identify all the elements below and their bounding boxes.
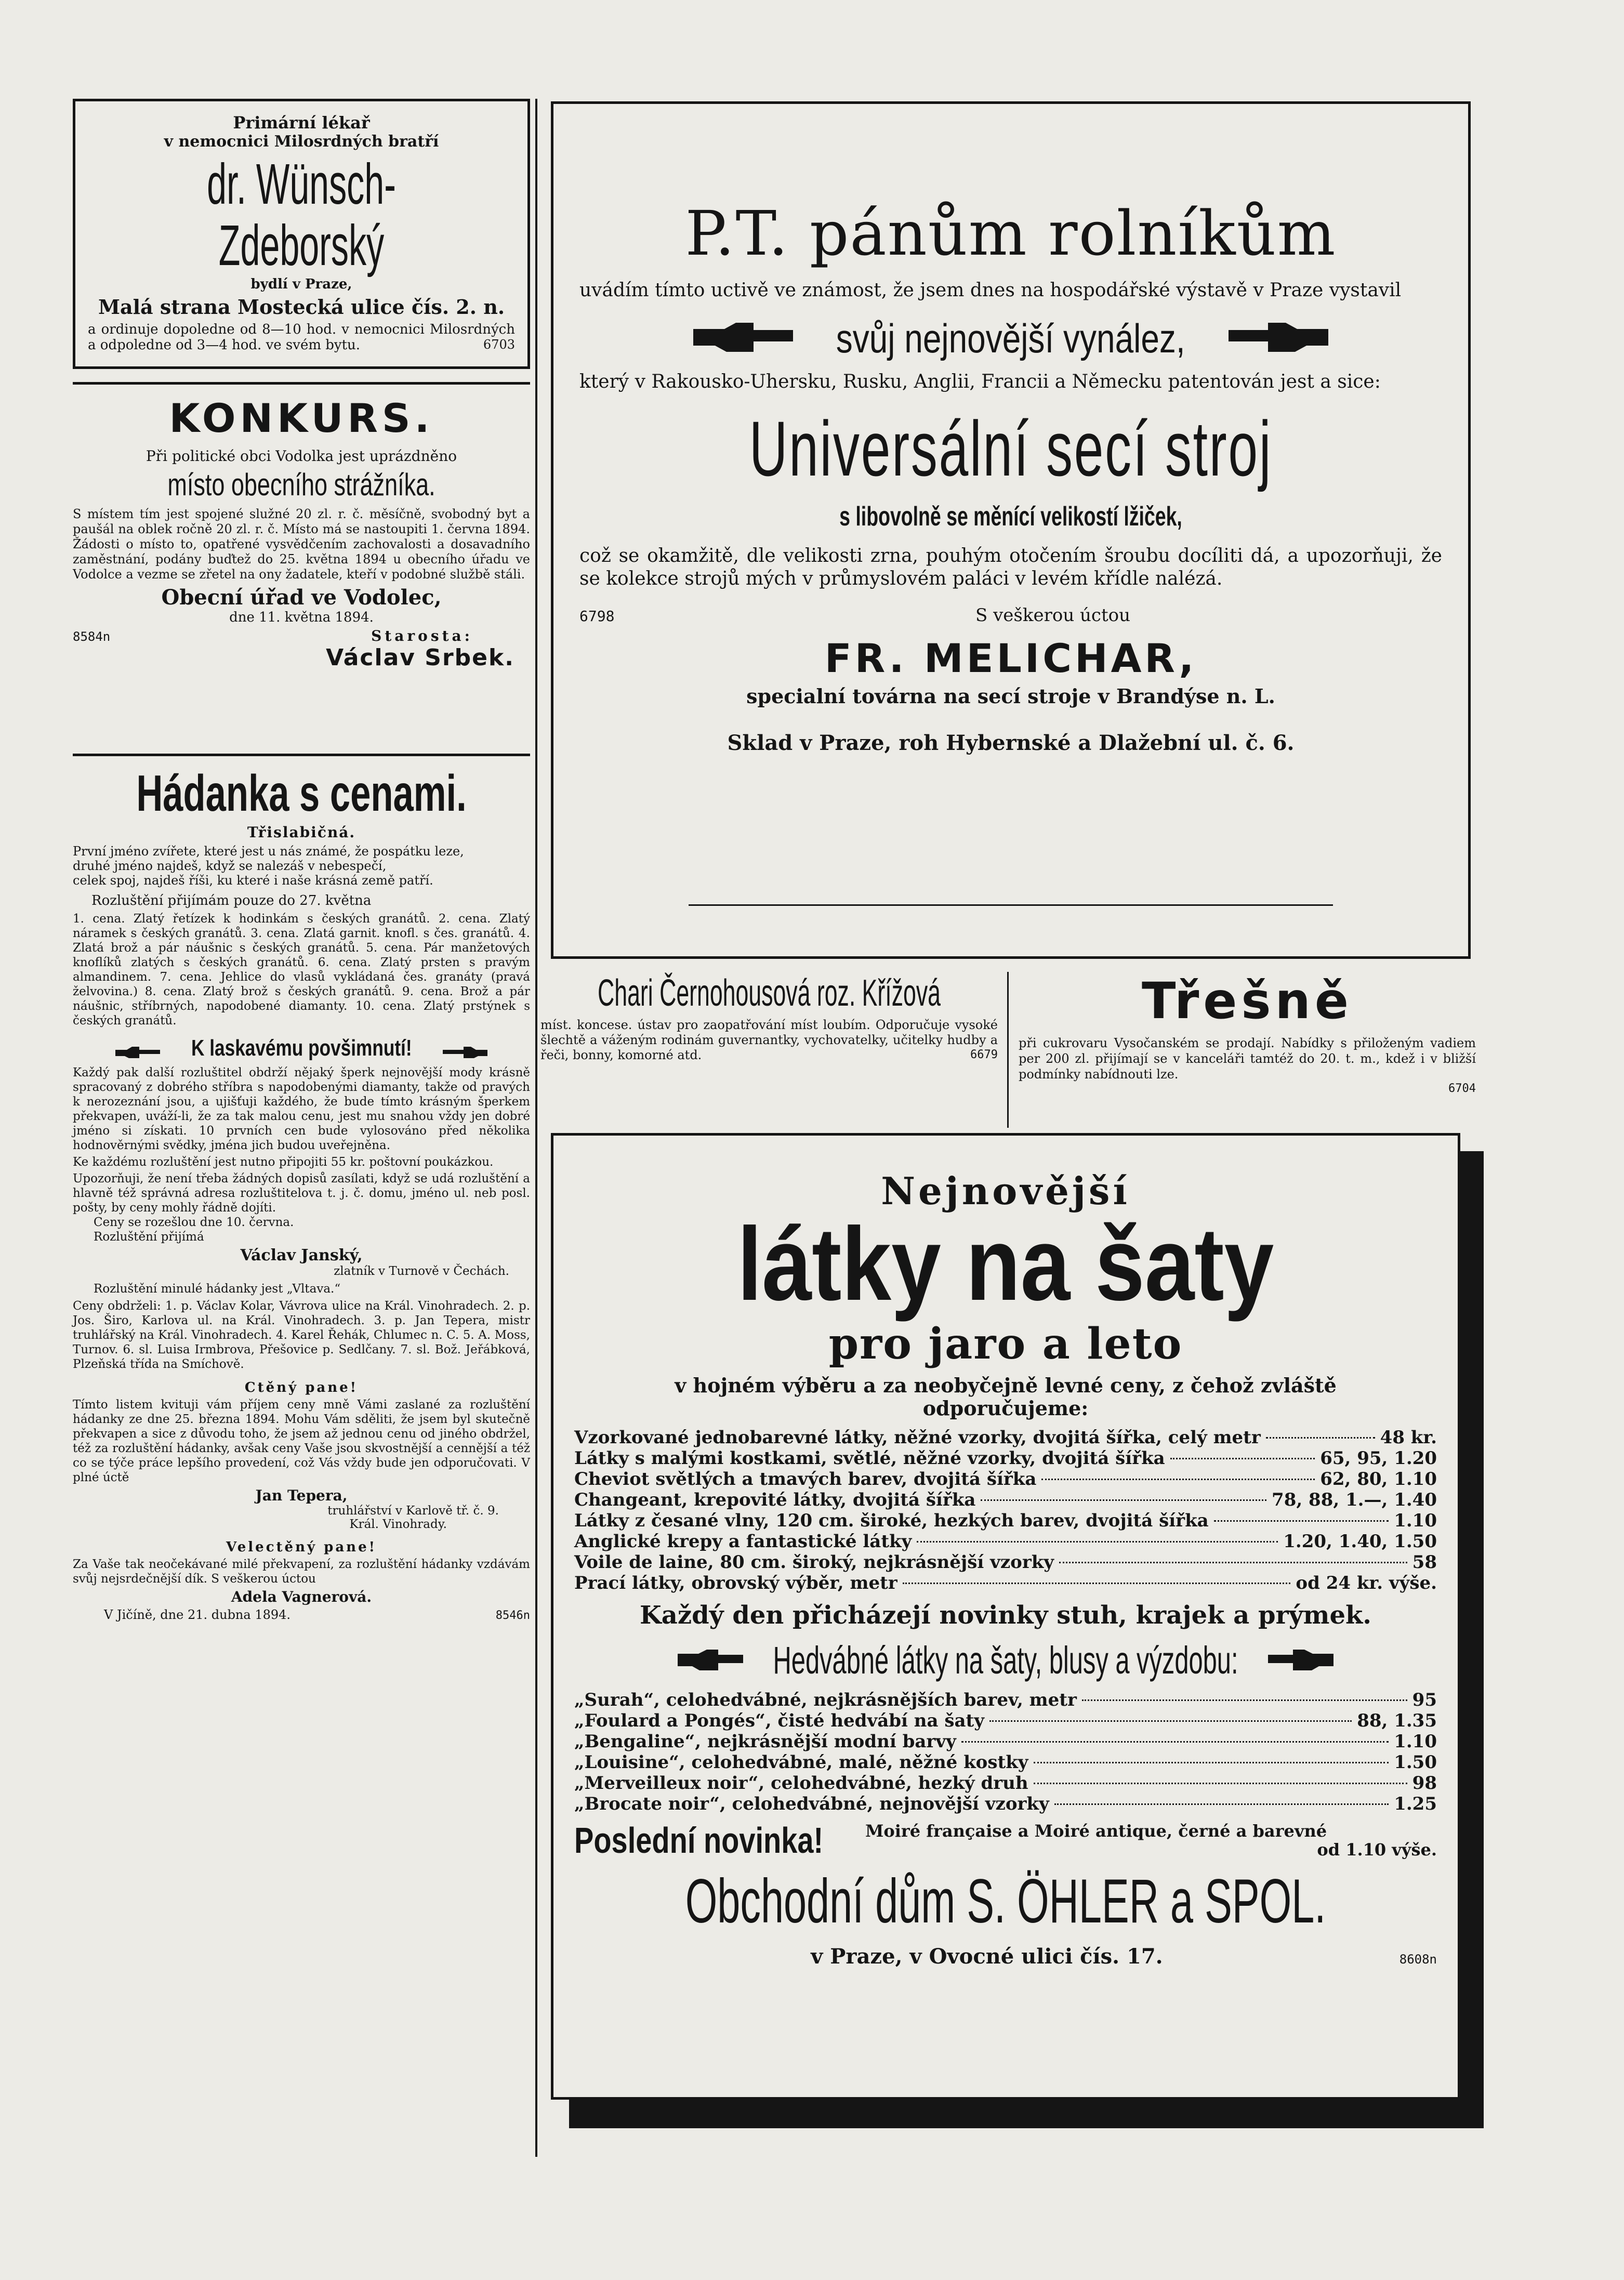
- ohler-intro: v hojném výběru a za neobyčejně levné ceny, z čehož zvláště odporučujeme:: [675, 1374, 1337, 1420]
- cherries-body: při cukrovaru Vysočanském se prodají. Nabídky s přiloženým vadiem per 200 zl. přijímají se v kanceláři tamtéž do 20. t. m., kdež i v bližší podmínky nabídnouti lze.: [1019, 1036, 1476, 1082]
- ohler-silk-list: [574, 1690, 1437, 1814]
- konkurs-office: Obecní úřad ve Vodolec,: [161, 585, 442, 610]
- cherries-code: 6704: [1448, 1082, 1476, 1095]
- letter-2-body: Za Vaše tak neočekávané milé překvapení, za rozluštění hádanky vzdávám svůj nejsrdečnější dík. S veškerou úctou: [73, 1558, 530, 1586]
- price-row: [574, 1510, 1437, 1531]
- price-row: [574, 1448, 1437, 1469]
- doctor-address: Malá strana Mostecká ulice čís. 2. n.: [98, 295, 505, 319]
- price-value: 62, 80, 1.10: [1320, 1469, 1437, 1490]
- ohler-daily-novelties: Každý den přicházejí novinky stuh, krajek a prýmek.: [640, 1601, 1371, 1630]
- price-value: 1.10: [1394, 1510, 1437, 1531]
- price-row: [574, 1531, 1437, 1552]
- seed-drill-title: P.T. pánům rolníkům: [685, 197, 1337, 269]
- dot-leader: [1082, 1699, 1407, 1701]
- ohler-moire: Moiré française a Moiré antique, černé a barevné: [865, 1821, 1327, 1841]
- dot-leader: [989, 1720, 1352, 1722]
- column-rule: [535, 99, 537, 2157]
- price-value: 48 kr.: [1380, 1427, 1437, 1448]
- price-label: Vzorkované jednobarevné látky, něžné vzorky, dvojitá šířka, celý metr: [574, 1427, 1261, 1448]
- letter-2-signer: Adela Vagnerová.: [231, 1588, 372, 1605]
- price-value: 1.10: [1394, 1731, 1437, 1752]
- dot-leader: [981, 1499, 1266, 1501]
- dot-leader: [1170, 1458, 1315, 1459]
- letter-1-greeting: Ctěný pane!: [244, 1380, 359, 1395]
- price-label: Voile de laine, 80 cm. široký, nejkrásnější vzorky: [574, 1552, 1054, 1573]
- riddle-signer-place: zlatník v Turnově v Čechách.: [334, 1264, 509, 1278]
- dot-leader: [961, 1741, 1389, 1743]
- pointing-hand-icon: [1267, 1649, 1335, 1672]
- konkurs-role: Starosta:: [371, 627, 473, 644]
- konkurs-title: KONKURS.: [169, 395, 434, 441]
- dot-leader: [1034, 1762, 1389, 1763]
- price-row: [574, 1794, 1437, 1814]
- ohler-ad: [551, 1133, 1460, 2100]
- price-label: Cheviot světlých a tmavých barev, dvojitá šířka: [574, 1469, 1037, 1490]
- dot-leader: [1059, 1562, 1407, 1563]
- riddle-paragraph-3: Upozorňuji, že není třeba žádných dopisů zasílati, když se udá rozluštění a hlavně též správná adresa rozluštitelova t. j. č. domu, jméno ul. neb posl. pošty, by ceny mohly řádně dojíti.: [73, 1172, 530, 1215]
- price-value: 1.20, 1.40, 1.50: [1283, 1531, 1437, 1552]
- column-rule: [1007, 972, 1009, 1128]
- konkurs-body: S místem tím jest spojené služné 20 zl. r. č. měsíčně, svobodný byt a paušál na oblek ročně 20 zl. r. č. Místo má se nastoupiti 1. června 1894. Žádosti o místo to, opatřené vysvědčením zachovalosti a dosavadního zaměstnání, podány buďtež do 25. května 1894 u obecního úřadu ve Vodolce a vezme se zřetel na ony žadatele, kteří v podobné službě stáli.: [73, 507, 530, 582]
- konkurs-date: dne 11. května 1894.: [229, 610, 374, 625]
- seed-drill-code: 6798: [579, 608, 615, 625]
- pointing-hand-icon: [677, 1649, 744, 1672]
- price-row: [574, 1427, 1437, 1448]
- riddle-subtitle: Třislabičná.: [247, 824, 356, 841]
- price-label: „Louisine“, celohedvábné, malé, něžné kostky: [574, 1752, 1028, 1773]
- price-row: [574, 1490, 1437, 1510]
- riddle-signer: Václav Janský,: [240, 1246, 363, 1264]
- riddle-line-2: druhé jméno najdeš, když se nalezáš v nebespečí,: [73, 859, 387, 873]
- invention-row: [579, 315, 1442, 362]
- notice-row: [73, 1035, 530, 1061]
- doctor-ad-code: 6703: [483, 337, 515, 352]
- dot-leader: [1214, 1520, 1389, 1522]
- ohler-address: v Praze, v Ovocné ulici čís. 17.: [811, 1944, 1163, 1969]
- ohler-price-list: [574, 1427, 1437, 1593]
- divider: [689, 904, 1333, 906]
- seed-drill-description: což se okamžitě, dle velikosti zrna, pouhým otočením šroubu docíliti dá, a upozorňuji, že se kolekce strojů mých v průmyslovém paláci v levém křídle nalézá.: [579, 545, 1442, 589]
- pointing-hand-icon: [114, 1046, 161, 1061]
- ohler-moire-price: od 1.10 výše.: [1317, 1840, 1437, 1860]
- price-row: [574, 1710, 1437, 1731]
- price-row: [574, 1773, 1437, 1794]
- price-row: [574, 1752, 1437, 1773]
- price-label: „Merveilleux noir“, celohedvábné, hezký druh: [574, 1773, 1028, 1794]
- price-label: Anglické krepy a fantastické látky: [574, 1531, 912, 1552]
- ohler-kicker: Nejnovější: [881, 1169, 1130, 1213]
- letter-1-signer-line-3: Král. Vinohrady.: [349, 1518, 447, 1531]
- pointing-hand-icon: [691, 321, 795, 357]
- ohler-silk-heading: Hedvábné látky na šaty, blusy a výzdobu:: [773, 1639, 1238, 1682]
- seed-drill-factory: specialní továrna na secí stroje v Brandýse n. L.: [746, 684, 1275, 708]
- ohler-subtitle: pro jaro a leto: [828, 1319, 1183, 1369]
- price-label: Changeant, krepovité látky, dvojitá šířka: [574, 1490, 976, 1510]
- price-label: Prací látky, obrovský výběr, metr: [574, 1573, 897, 1593]
- price-value: od 24 kr. výše.: [1296, 1573, 1437, 1593]
- riddle-ad: [73, 764, 530, 1622]
- dot-leader: [903, 1583, 1291, 1584]
- cherries-title: Třešně: [1142, 972, 1353, 1030]
- price-label: „Foulard a Pongés“, čisté hedvábí na šaty: [574, 1710, 984, 1731]
- konkurs-intro: Při politické obci Vodolka jest uprázdněno: [146, 447, 457, 465]
- divider: [73, 754, 530, 756]
- doctor-hours: a ordinuje dopoledne od 8—10 hod. v nemocnici Milosrdných a odpoledne od 3—4 hod. ve svém bytu.: [88, 322, 515, 353]
- seed-drill-product-sub: s libovolně se měnící velikostí lžiček,: [839, 502, 1182, 532]
- price-label: „Surah“, celohedvábné, nejkrásnějších barev, metr: [574, 1690, 1077, 1710]
- seed-drill-company: FR. MELICHAR,: [824, 635, 1197, 681]
- price-label: Látky z česané vlny, 120 cm. široké, hezkých barev, dvojitá šířka: [574, 1510, 1209, 1531]
- dot-leader: [1041, 1479, 1315, 1480]
- seed-drill-patent: který v Rakousko-Uhersku, Rusku, Anglii, Francii a Německu patentován jest a sice:: [579, 371, 1381, 392]
- konkurs-ad: [73, 395, 530, 671]
- ohler-last-novelty: Poslední novinka!: [574, 1820, 824, 1861]
- agency-ad: [540, 972, 998, 1061]
- price-label: „Bengaline“, nejkrásnější modní barvy: [574, 1731, 956, 1752]
- price-value: 88, 1.35: [1357, 1710, 1437, 1731]
- price-value: 1.25: [1394, 1794, 1437, 1814]
- seed-drill-invention: svůj nejnovější vynález,: [836, 315, 1185, 361]
- price-value: 98: [1412, 1773, 1437, 1794]
- doctor-hospital-line: v nemocnici Milosrdných bratří: [164, 133, 439, 151]
- price-value: 65, 95, 1.20: [1320, 1448, 1437, 1469]
- dot-leader: [917, 1541, 1278, 1543]
- price-row: [574, 1690, 1437, 1710]
- konkurs-position: místo obecního strážníka.: [167, 467, 435, 502]
- price-value: 95: [1412, 1690, 1437, 1710]
- ohler-ad-code: 8608n: [1399, 1952, 1437, 1967]
- riddle-deadline: Rozluštění přijímám pouze do 27. května: [91, 893, 372, 908]
- letter-2-place-date: V Jičíně, dne 21. dubna 1894.: [104, 1607, 291, 1622]
- agency-body: míst. koncese. ústav pro zaopatřování míst loubím. Odporučuje vysoké šlechtě a váženým rodinám guvernantky, vychovatelky, učitelky hudby a řeči, bonny, komorné atd.: [540, 1018, 998, 1062]
- price-row: [574, 1573, 1437, 1593]
- riddle-line-1: První jméno zvířete, které jest u nás známé, že pospátku leze,: [73, 844, 464, 859]
- price-label: „Brocate noir“, celohedvábné, nejnovější vzorky: [574, 1794, 1049, 1814]
- konkurs-signer: Václav Srbek.: [326, 644, 514, 671]
- notice-heading: K laskavému povšimnutí!: [191, 1035, 412, 1061]
- silk-heading-row: [574, 1638, 1437, 1682]
- last-novelty-row: [574, 1820, 1437, 1861]
- riddle-paragraph-5: Rozluštění přijímá: [94, 1230, 204, 1244]
- price-value: 1.50: [1394, 1752, 1437, 1773]
- seed-drill-product: Universální secí stroj: [749, 405, 1273, 492]
- divider: [73, 382, 530, 385]
- riddle-paragraph-4: Ceny se rozešlou dne 10. června.: [94, 1216, 294, 1229]
- riddle-title: Hádanka s cenami.: [136, 765, 467, 822]
- agency-title: Chari Černohousová roz. Křížová: [598, 972, 941, 1014]
- letter-1-signer-line-2: truhlářství v Karlově tř. č. 9.: [327, 1504, 499, 1518]
- agency-code: 6679: [970, 1048, 998, 1061]
- pointing-hand-icon: [1226, 321, 1330, 357]
- price-value: 78, 88, 1.—, 1.40: [1272, 1490, 1437, 1510]
- price-value: 58: [1412, 1552, 1437, 1573]
- price-row: [574, 1469, 1437, 1490]
- price-row: [574, 1731, 1437, 1752]
- doctor-lives-line: bydlí v Praze,: [250, 276, 352, 292]
- seed-drill-store: Sklad v Praze, roh Hybernské a Dlažební ul. č. 6.: [727, 731, 1295, 755]
- doctor-ad-box: [73, 99, 530, 369]
- cherries-ad: [1019, 972, 1476, 1095]
- konkurs-code: 8584n: [73, 629, 111, 644]
- letter-1-signer: Jan Tepera,: [255, 1487, 348, 1504]
- dot-leader: [1054, 1803, 1389, 1805]
- seed-drill-ad: [551, 101, 1471, 959]
- riddle-paragraph-1: Každý pak další rozluštitel obdrží nějaký šperk nejnovější mody krásně spracovaný z dobrého stříbra s napodobenými diamanty, takže od pravých k nerozeznání jsou, a ujišťuji každého, že bude tímto krásným šperkem překvapen, uváží-li, že za tak malou cenu, jest mu snahou vždy jen dobré jméno si získati. 10 prvních cen bude vylosováno před několika hodnověrnými svědky, jména jich budou uveřejněna.: [73, 1066, 530, 1152]
- seed-drill-regards: S veškerou úctou: [975, 605, 1130, 626]
- dot-leader: [1266, 1437, 1375, 1439]
- riddle-paragraph-2: Ke každému rozluštění jest nutno připojiti 55 kr. poštovní poukázkou.: [73, 1155, 494, 1169]
- dot-leader: [1034, 1783, 1407, 1784]
- riddle-prizes: 1. cena. Zlatý řetízek k hodinkám s českých granátů. 2. cena. Zlatý náramek s českých granátů. 3. cena. Zlatá garnit. knofl. s čes. granátů. 4. Zlatá brož a pár náušnic s českých granátů. 5. cena. Pár manžetových knoflíků zlatých s českých granátů. 6. cena. Zlatý prsten s pravým almandinem. 7. cena. Jehlice do vlasů vykládaná čes. granáty (pravá želvovina.) 8. cena. Zlatý brož s českých granátů. 9. cena. Brož a pár náušnic, stříbrných, napodobené diamanty. 10. cena. Zlatý prstýnek s českých granátů.: [73, 912, 530, 1027]
- riddle-winners: Ceny obdrželi: 1. p. Václav Kolar, Vávrova ulice na Král. Vinohradech. 2. p. Jos. Širo, Karlova ul. na Král. Vinohradech. 3. p. Jan Tepera, mistr truhlářský na Král. Vinohradech. 4. Karel Řehák, Chlumec n. C. 5. A. Moss, Turnov. 6. sl. Luisa Irmbrova, Přešovice p. Sedlčany. 7. sl. Bož. Jeřábková, Plzeňská třída na Smíchově.: [73, 1299, 530, 1371]
- letter-2-greeting: Velectěný pane!: [226, 1539, 377, 1555]
- pointing-hand-icon: [442, 1046, 488, 1061]
- ohler-house: Obchodní dům S. ÖHLER a SPOL.: [685, 1866, 1326, 1936]
- price-label: Látky s malými kostkami, světlé, něžné vzorky, dvojitá šířka: [574, 1448, 1165, 1469]
- doctor-title-line: Primární lékař: [233, 113, 370, 133]
- ohler-title: látky na šaty: [737, 1206, 1274, 1322]
- doctor-name: dr. Wünsch-Zdeborský: [207, 152, 396, 278]
- price-row: [574, 1552, 1437, 1573]
- riddle-last-answer: Rozluštění minulé hádanky jest „Vltava.“: [94, 1282, 341, 1296]
- seed-drill-intro: uvádím tímto uctivě ve známost, že jsem dnes na hospodářské výstavě v Praze vystavil: [579, 280, 1402, 301]
- riddle-line-3: celek spoj, najdeš říši, ku které i naše krásná země patří.: [73, 873, 433, 888]
- letter-1-body: Tímto listem kvituji vám příjem ceny mně Vámi zaslané za rozluštění hádanky ze dne 25. března 1894. Mohu Vám sděliti, že jsem byl skutečně překvapen a sice z důvodu toho, že jsem až jednou cenu od jiného obdržel, též za rozluštění hádanky, avšak ceny Vaše jsou skvostnější a cennější a též co se týče práce lepšího provedení, což Vás vždy bude jen odporučovati. V plné úctě: [73, 1398, 530, 1484]
- riddle-ad-code: 8546n: [495, 1609, 530, 1622]
